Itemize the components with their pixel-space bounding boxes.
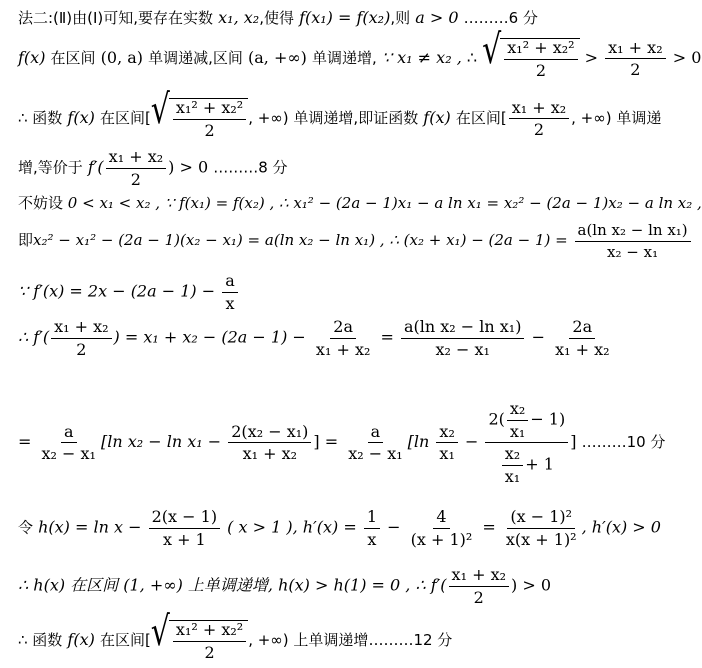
math: ∴ <box>466 48 478 68</box>
math: f(x) <box>67 630 95 650</box>
frac-num: 2(x − 1) <box>149 508 220 529</box>
line-8 <box>18 318 615 358</box>
math: > 0 <box>672 48 702 68</box>
score-marker: ………8 分 <box>213 158 288 177</box>
math: ∴ h(x) 在区间 (1, +∞) 上单调递增, <box>18 575 273 595</box>
text: 即 <box>18 231 34 249</box>
line-4 <box>18 148 288 188</box>
math: ∵ x₁ ≠ x₂ , <box>381 48 462 68</box>
text: 增,等价于 <box>18 158 83 177</box>
math: ∵ f′(x) = 2x − (2a − 1) − <box>18 281 216 301</box>
frac-den: (x + 1)² <box>410 529 473 549</box>
frac-num: 1 <box>364 508 380 529</box>
frac-den: 2 <box>76 339 87 359</box>
math: ] = <box>313 432 339 452</box>
text: 不妨设 <box>18 194 64 212</box>
frac-num: a(ln x₂ − ln x₁) <box>575 222 691 242</box>
math: + 1 <box>525 454 554 474</box>
frac-den <box>497 443 557 485</box>
math: = <box>482 517 496 537</box>
frac-num: (x − 1)² <box>507 508 575 529</box>
text: 单调递增, <box>312 49 377 68</box>
frac-den: x₁ <box>439 444 455 464</box>
fraction <box>401 318 525 358</box>
math: [ln <box>407 432 430 452</box>
math: (0, a) <box>100 48 144 68</box>
line-12 <box>18 608 453 662</box>
frac-den: x₂ − x₁ <box>435 339 490 359</box>
math: f(x) <box>423 108 451 128</box>
math: [ln x₂ − ln x₁ − <box>100 432 222 452</box>
text: , +∞) 单调递增,即证函数 <box>248 109 419 128</box>
frac-den: x₂ − x₁ <box>348 444 403 464</box>
fraction <box>51 318 111 358</box>
frac-den: 2 <box>473 587 484 607</box>
math: ∴ f′( <box>18 327 50 347</box>
frac-num: 4 <box>433 508 449 529</box>
fraction <box>364 508 380 548</box>
frac-den: x(x + 1)² <box>505 529 577 549</box>
frac-num: a(ln x₂ − ln x₁) <box>401 318 525 339</box>
frac-num: x₁ + x₂ <box>106 148 166 169</box>
text: 在区间[ <box>99 631 151 650</box>
text: 在区间 <box>50 49 96 68</box>
frac-num: x₂ <box>436 423 457 444</box>
sqrt-expression: √ $\frac{\text{x₁² + x₂²}}{2}$ <box>482 38 579 79</box>
score-marker: ………6 分 <box>463 9 538 27</box>
frac-den: x <box>367 529 377 549</box>
math: x₂² − x₁² − (2a − 1)(x₂ − x₁) = a(ln x₂ − ln x₁) , <box>33 231 385 249</box>
frac-num: x₁² + x₂² <box>504 39 577 60</box>
fraction <box>149 508 220 548</box>
fraction <box>222 272 238 312</box>
fraction <box>502 445 523 485</box>
math: (a, +∞) <box>247 48 307 68</box>
text: ∴ 函数 <box>18 109 63 128</box>
math: ] <box>570 432 577 452</box>
fraction <box>575 222 691 260</box>
math: x₁, x₂ <box>218 8 260 27</box>
frac-den: 2 <box>535 60 547 80</box>
math: f(x) <box>67 108 95 128</box>
math: − 1) <box>530 409 566 429</box>
line-11 <box>18 566 551 606</box>
math: , h′(x) > 0 <box>581 517 661 537</box>
frac-num: 2a <box>569 318 595 339</box>
fraction <box>39 423 99 463</box>
line-7 <box>18 272 240 312</box>
frac-num <box>485 400 568 443</box>
math: f(x₁) = f(x₂) <box>299 8 391 27</box>
frac-num: x₁² + x₂² <box>173 99 246 120</box>
math: ) > 0 <box>168 157 209 177</box>
frac-den: 2 <box>533 120 544 140</box>
math: f(x) <box>18 48 46 68</box>
frac-num: a <box>368 423 384 444</box>
frac-num: x₂ <box>502 445 523 466</box>
math: ) > 0 <box>511 575 551 595</box>
fraction <box>552 318 612 358</box>
frac-den: x <box>225 293 235 313</box>
frac-den: 2 <box>630 60 641 80</box>
fraction <box>436 423 457 463</box>
frac-den: x₁ <box>509 421 526 441</box>
frac-den: x₁ + x₂ <box>555 339 610 359</box>
text: ,使得 <box>259 9 294 27</box>
fraction <box>449 566 509 606</box>
math: = <box>380 327 394 347</box>
text: , +∞) 上单调递增 <box>248 631 369 650</box>
math: − <box>464 432 479 452</box>
frac-num: x₁ + x₂ <box>605 39 665 60</box>
line-3 <box>18 86 662 140</box>
line-2 <box>18 26 702 80</box>
frac-num: 2(x₂ − x₁) <box>228 423 311 444</box>
frac-num: x₁ + x₂ <box>509 99 569 120</box>
frac-den: 2 <box>130 169 141 189</box>
frac-num: a <box>61 423 77 444</box>
math: 0 < x₁ < x₂ , <box>67 194 161 212</box>
math: = <box>18 432 32 452</box>
math: f′( <box>87 157 104 177</box>
fraction <box>106 148 166 188</box>
frac-den: x₁ + x₂ <box>315 339 371 359</box>
math: h(x) > h(1) = 0 , <box>278 575 411 595</box>
fraction <box>228 423 311 463</box>
text: 单调递减,区间 <box>148 49 243 68</box>
compound-fraction <box>485 400 568 485</box>
frac-num: x₂ <box>507 400 528 421</box>
math: a > 0 <box>415 8 459 27</box>
math: > <box>584 48 599 68</box>
fraction <box>503 508 580 548</box>
score-marker: ………10 分 <box>581 433 666 452</box>
frac-den: 2 <box>204 120 215 140</box>
text: 令 <box>18 518 34 537</box>
fraction <box>408 508 476 548</box>
frac-den: 2 <box>204 642 215 662</box>
frac-den: x + 1 <box>162 529 206 549</box>
fraction <box>507 400 528 440</box>
fraction <box>509 99 569 139</box>
math: ∴ x₁² − (2a − 1)x₁ − a ln x₁ = x₂² − (2a − 1)x₂ − a ln x₂ , <box>279 194 702 212</box>
line-5 <box>18 196 702 211</box>
frac-den: x₁ + x₂ <box>242 444 298 464</box>
frac-den: x₂ − x₁ <box>607 242 659 261</box>
line-9 <box>18 400 665 485</box>
frac-num: x₁ + x₂ <box>51 318 111 339</box>
line-10 <box>18 508 661 548</box>
fraction <box>345 423 405 463</box>
text: 在区间[ <box>99 109 151 128</box>
frac-num: 2a <box>330 318 356 339</box>
math: ) = x₁ + x₂ − (2a − 1) − <box>113 327 306 347</box>
math: h(x) = ln x − <box>38 517 142 537</box>
frac-num: x₁ + x₂ <box>449 566 509 587</box>
frac-num: x₁² + x₂² <box>173 621 246 642</box>
line-1 <box>18 10 538 26</box>
math: ( x > 1 ), <box>227 517 298 537</box>
fraction <box>313 318 373 358</box>
sqrt-expression: √ $\frac{\text{x₁² + x₂²}}{2}$ <box>151 98 248 139</box>
text: ∴ 函数 <box>18 631 63 650</box>
math: h′(x) = <box>302 517 357 537</box>
math: 2( <box>488 409 505 429</box>
text: , +∞) 单调递 <box>571 109 662 128</box>
text: ,则 <box>390 9 411 27</box>
fraction <box>605 39 665 79</box>
math: ∴ f′( <box>415 575 447 595</box>
math: − <box>531 327 545 347</box>
math: ∴ (x₂ + x₁) − (2a − 1) = <box>389 231 568 249</box>
frac-den: x₁ <box>504 466 521 486</box>
frac-den: x₂ − x₁ <box>41 444 96 464</box>
sqrt-expression: √ $\frac{\text{x₁² + x₂²}}{2}$ <box>151 620 248 661</box>
text: 法二:(Ⅱ)由(Ⅰ)可知,要存在实数 <box>18 9 214 27</box>
math: ∵ f(x₁) = f(x₂) , <box>164 194 275 212</box>
score-marker: ………12 分 <box>368 631 453 650</box>
math: − <box>387 517 401 537</box>
line-6 <box>18 222 693 260</box>
text: 在区间[ <box>455 109 507 128</box>
frac-num: a <box>222 272 238 293</box>
